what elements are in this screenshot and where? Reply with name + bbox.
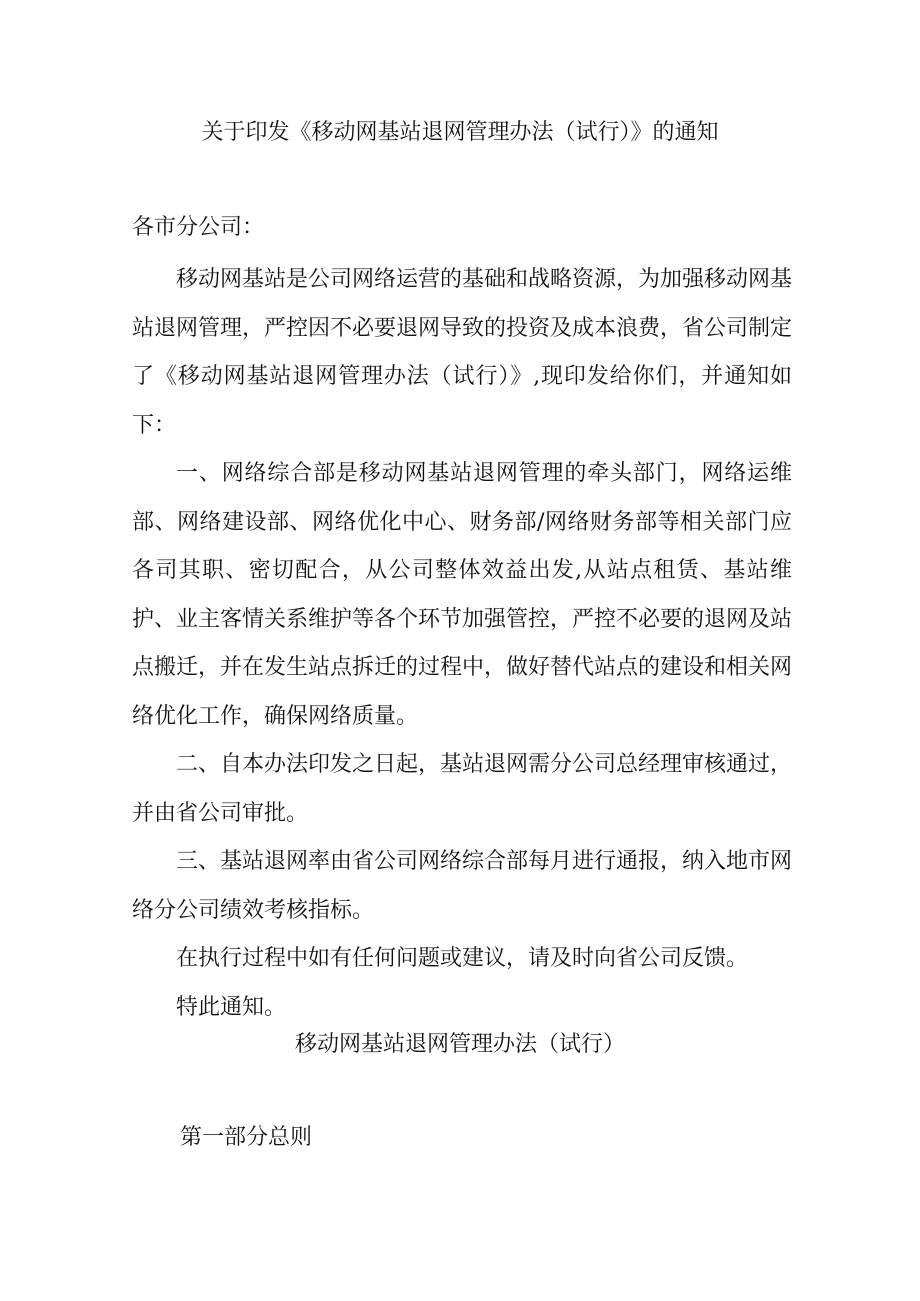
paragraph-item-1: 一、网络综合部是移动网基站退网管理的牵头部门，网络运维部、网络建设部、网络优化中心、财务部/网络财务部等相关部门应各司其职、密切配合，从公司整体效益出发,从站点租赁、基站维护、业主客情关系维护等各个环节加强管控，严控不必要的退网及站点搬迁，并在发生站点拆迁的过程中，做好替代站点的建设和相关网络优化工作，确保网络质量。 xyxy=(132,461,793,729)
document-title: 关于印发《移动网基站退网管理办法（试行）》的通知 xyxy=(201,120,719,145)
paragraph-feedback: 在执行过程中如有任何问题或建议，请及时向省公司反馈。 xyxy=(176,946,749,971)
paragraph-intro: 移动网基站是公司网络运营的基础和战略资源，为加强移动网基站退网管理，严控因不必要退网导致的投资及成本浪费，省公司制定了《移动网基站退网管理办法（试行）》,现印发给你们，并通知如下： xyxy=(132,267,793,438)
document-body xyxy=(132,256,792,1032)
part-heading: 第一部分总则 xyxy=(180,1125,313,1150)
salutation: 各市分公司： xyxy=(132,215,265,240)
paragraph-item-3: 三、基站退网率由省公司网络综合部每月进行通报，纳入地市网络分公司绩效考核指标。 xyxy=(132,849,793,923)
paragraph-item-2: 二、自本办法印发之日起，基站退网需分公司总经理审核通过，并由省公司审批。 xyxy=(132,752,793,826)
paragraph-closing: 特此通知。 xyxy=(176,994,287,1020)
regulation-title: 移动网基站退网管理办法（试行） xyxy=(294,1032,625,1057)
